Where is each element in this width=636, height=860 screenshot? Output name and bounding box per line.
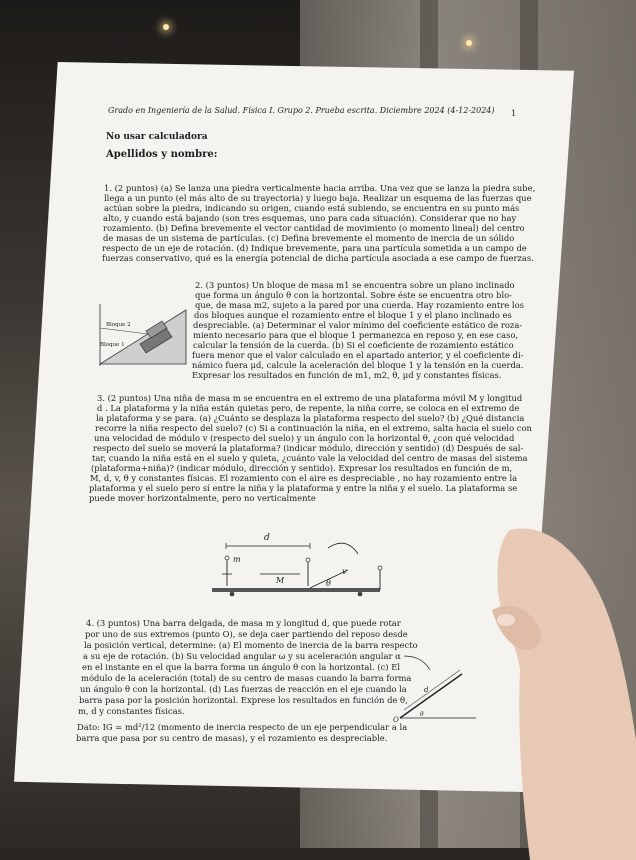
fall-arc bbox=[404, 656, 430, 670]
label-theta: θ bbox=[420, 711, 424, 718]
q2-line: calcular la tensión de la cuerda. (b) Si el coeficiente de rozamiento estático bbox=[193, 340, 514, 350]
label-m: m bbox=[233, 555, 241, 564]
q3-line: la plataforma y se para. (a) ¿Cuánto se desplaza la plataforma respecto del suelo? (b) ¿Qué distancia bbox=[96, 413, 524, 423]
name-label: Apellidos y nombre: bbox=[106, 150, 217, 160]
label-block-2: Bloque 2 bbox=[106, 322, 131, 328]
page-number: 1 bbox=[511, 108, 516, 118]
q3-line: d . La plataforma y la niña están quietas pero, de repente, la niña corre, se coloca en el extremo de bbox=[97, 403, 519, 413]
q1-line: fuerzas conservativo, qué es la energía potencial de dicha partícula asociada a ese campo de fuerzas. bbox=[102, 253, 534, 263]
jump-arc bbox=[328, 543, 358, 554]
q1-line: llega a un punto (el más alto de su trayectoria) y luego baja. Realizar un esquema de las fuerzas que bbox=[104, 193, 532, 203]
platform bbox=[212, 588, 380, 592]
q2-line: dos bloques aunque el rozamiento entre el bloque 1 y el plano inclinado es bbox=[194, 310, 512, 320]
q3-line: puede mover horizontalmente, pero no verticalmente bbox=[89, 493, 316, 503]
rotating-bar-figure bbox=[392, 650, 478, 726]
label-O: O bbox=[393, 716, 399, 724]
q1-line: respecto de un eje de rotación. (d) Indique brevemente, para una partícula sometida a un campo de bbox=[102, 243, 527, 253]
thumbnail bbox=[497, 614, 515, 626]
q3-line: 3. (2 puntos) Una niña de masa m se encuentra en el extremo de una plataforma móvil M y longitud bbox=[97, 393, 522, 403]
q3-line: plataforma y el suelo pero sí entre la niña y la plataforma y entre la niña y el suelo. La plataforma se bbox=[89, 483, 517, 493]
q3-line: M, d, v, θ y constantes físicas. El rozamiento con el aire es despreciable , no hay rozamiento entre la bbox=[90, 473, 517, 483]
inclined-plane-figure bbox=[96, 298, 192, 370]
label-d: d bbox=[424, 686, 429, 694]
dato-line: Dato: IG = md²/12 (momento de inercia respecto de un eje perpendicular a la bbox=[77, 722, 407, 732]
child-head-right bbox=[306, 558, 310, 562]
label-M: M bbox=[275, 576, 285, 585]
q2-line: fuera menor que el valor calculado en el apartado anterior, y el coeficiente di- bbox=[192, 350, 524, 360]
q3-line: recorre la niña respecto del suelo? (c) Si a continuación la niña, en el extremo, salta hacia el suelo con bbox=[95, 423, 532, 433]
q2-line: que, de masa m2, sujeto a la pared por una cuerda. Hay rozamiento entre los bbox=[195, 300, 524, 310]
thin-bar bbox=[400, 674, 462, 718]
q2-line: námico fuera μd, calcule la aceleración del bloque 1 y la tensión en la cuerda. bbox=[192, 360, 523, 370]
q4-line: 4. (3 puntos) Una barra delgada, de masa m y longitud d, que puede rotar bbox=[86, 618, 401, 628]
q3-line: una velocidad de módulo v (respecto del suelo) y un ángulo con la horizontal θ, ¿con qué velocidad bbox=[94, 433, 514, 443]
q4-line: m, d y constantes físicas. bbox=[78, 706, 185, 716]
q1-line: rozamiento. (b) Defina brevemente el vector cantidad de movimiento (o momento lineal) del centro bbox=[103, 223, 525, 233]
hand-skin bbox=[498, 528, 636, 860]
child-head-ground bbox=[378, 566, 382, 570]
bar-dimension bbox=[404, 670, 460, 710]
child-head-left bbox=[225, 556, 229, 560]
q4-line: a su eje de rotación. (b) Su velocidad angular ω y su aceleración angular α bbox=[83, 651, 401, 661]
q3-line: tar, cuando la niña está en el suelo y quieta, ¿cuánto vale la velocidad del centro de masas del sistema bbox=[92, 453, 528, 463]
hand-holding-paper bbox=[490, 520, 636, 860]
header-title: Grado en Ingeniería de la Salud. Física I. Grupo 2. Prueba escrita. Diciembre 2024 (4-12-2024) bbox=[108, 106, 495, 116]
no-calculator-note: No usar calculadora bbox=[106, 132, 208, 142]
q4-line: un ángulo θ con la horizontal. (d) Las fuerzas de reacción en el eje cuando la bbox=[80, 684, 407, 694]
q1-line: de masas de un sistema de partículas. (c) Defina brevemente el momento de inercia de un sólido bbox=[103, 233, 514, 243]
q4-line: barra pasa por la posición horizontal. Exprese los resultados en función de θ, bbox=[79, 695, 408, 705]
wheel bbox=[230, 592, 235, 597]
q1-line: actúan sobre la piedra, indicando su origen, cuando está subiendo, se encuentra en su punto más bbox=[104, 203, 519, 213]
q4-line: en el instante en el que la barra forma un ángulo θ con la horizontal. (c) El bbox=[82, 662, 400, 672]
q2-line: Expresar los resultados en función de m1, m2, θ, μd y constantes físicas. bbox=[192, 370, 501, 380]
q4-line: la posición vertical, determine: (a) El momento de inercia de la barra respecto bbox=[84, 640, 418, 650]
q2-line: 2. (3 puntos) Un bloque de masa m1 se encuentra sobre un plano inclinado bbox=[195, 280, 515, 290]
inclined-plane bbox=[100, 310, 186, 364]
q2-line: miento necesario para que el bloque 1 permanezca en reposo y, en ese caso, bbox=[193, 330, 518, 340]
q1-line: alto, y cuando está bajando (son tres esquemas, uno para cada situación). Considerar que no hay bbox=[103, 213, 516, 223]
label-theta: θ bbox=[326, 579, 331, 588]
q4-line: por uno de sus extremos (punto O), se deja caer partiendo del reposo desde bbox=[85, 629, 408, 639]
q2-line: que forma un ángulo θ con la horizontal. Sobre éste se encuentra otro blo- bbox=[195, 290, 512, 300]
label-d: d bbox=[264, 533, 270, 543]
q1-line: 1. (2 puntos) (a) Se lanza una piedra verticalmente hacia arriba. Una vez que se lanza la piedra sube, bbox=[104, 183, 535, 193]
q2-line: despreciable. (a) Determinar el valor mínimo del coeficiente estático de roza- bbox=[193, 320, 522, 330]
q3-line: respecto del suelo se moverá la plataforma? (indicar módulo, dirección y sentido) (d) Después de sal- bbox=[93, 443, 523, 453]
q4-line: módulo de la aceleración (total) de su centro de masas cuando la barra forma bbox=[81, 673, 411, 683]
rope bbox=[100, 328, 148, 334]
dato-line: barra que pasa por su centro de masas), y el rozamiento es despreciable. bbox=[76, 733, 387, 743]
label-v: v bbox=[342, 567, 347, 576]
platform-figure bbox=[200, 528, 400, 604]
label-block-1: Bloque 1 bbox=[100, 342, 125, 348]
wheel bbox=[358, 592, 363, 597]
q3-line: (plataforma+niña)? (indicar módulo, dirección y sentido). Expresar los resultados en función de m, bbox=[91, 463, 512, 473]
